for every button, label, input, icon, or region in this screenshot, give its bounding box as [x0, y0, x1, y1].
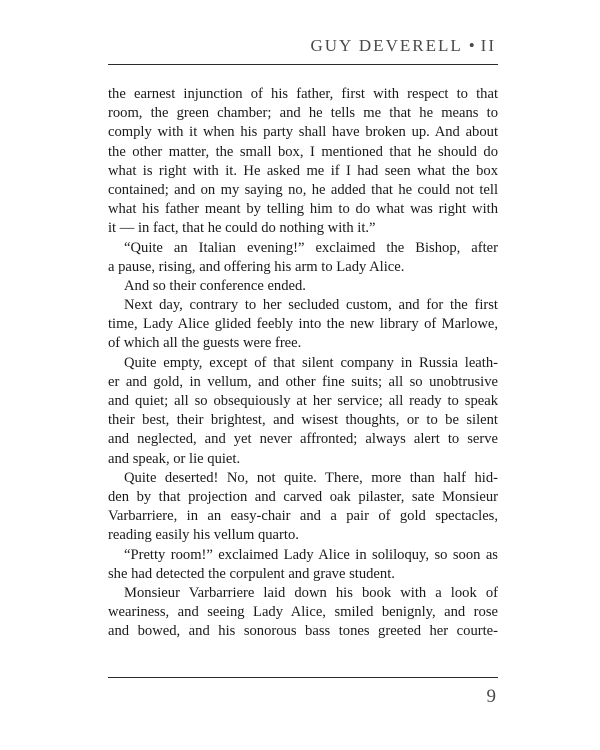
running-head-title: GUY DEVERELL — [310, 36, 463, 55]
text-line: weariness, and seeing Lady Alice, smiled benignly, and rose — [108, 604, 498, 621]
running-head-separator: • — [468, 36, 475, 55]
running-head-volume: II — [480, 36, 496, 55]
page-number: 9 — [486, 686, 496, 707]
text-line: comply with it when his party shall have broken up. And about — [108, 124, 498, 141]
text-line: er and gold, in vellum, and other fine suits; all so unobtrusive — [108, 373, 498, 390]
text-line: Monsieur Varbarriere laid down his book with a look of — [124, 584, 498, 601]
text-line: Varbarriere, in an easy-chair and a pair of gold spectacles, — [108, 508, 498, 525]
text-line: “Pretty room!” exclaimed Lady Alice in soliloquy, so soon as — [124, 546, 498, 563]
text-line: it — in fact, that he could do nothing with it.” — [108, 220, 376, 237]
text-line: of which all the guests were free. — [108, 335, 302, 352]
text-line: the earnest injunction of his father, first with respect to that — [108, 86, 498, 102]
text-line: And so their conference ended. — [124, 277, 306, 294]
text-line: and bowed, and his sonorous bass tones greeted her courte- — [108, 623, 498, 640]
text-line: Next day, contrary to her secluded custom, and for the first — [124, 297, 498, 314]
text-line: and speak, or lie quiet. — [108, 450, 241, 467]
text-line: Quite empty, except of that silent company in Russia leath- — [124, 354, 498, 371]
text-line: a pause, rising, and offering his arm to Lady Alice. — [108, 258, 405, 275]
text-line: what is right with it. He asked me if I had seen what the box — [108, 162, 498, 179]
text-line: and quiet; all so obsequiously at her service; all ready to speak — [108, 393, 498, 409]
text-line: reading easily his vellum quarto. — [108, 527, 299, 544]
text-line: the other matter, the small box, I mentioned that he should do — [108, 143, 498, 160]
text-line: and neglected, and yet never affronted; always alert to serve — [108, 431, 498, 448]
text-line: Quite deserted! No, not quite. There, more than half hid- — [124, 469, 498, 486]
text-line: their best, their brightest, and wisest thoughts, or to be silent — [108, 412, 498, 429]
running-head — [310, 36, 496, 56]
header-rule — [108, 64, 498, 65]
text-line: “Quite an Italian evening!” exclaimed the Bishop, after — [124, 239, 498, 256]
text-line: what his father meant by telling him to do what was right with — [108, 201, 498, 218]
text-line: she had detected the corpulent and grave student. — [108, 565, 395, 582]
text-line: room, the green chamber; and he tells me that he means to — [108, 105, 498, 122]
footer-rule — [108, 677, 498, 678]
body-text — [108, 85, 498, 641]
text-line: den by that projection and carved oak pilaster, sate Monsieur — [108, 488, 498, 505]
text-line: time, Lady Alice glided feebly into the new library of Marlowe, — [108, 316, 498, 333]
text-line: contained; and on my saying no, he added that he could not tell — [108, 181, 498, 198]
